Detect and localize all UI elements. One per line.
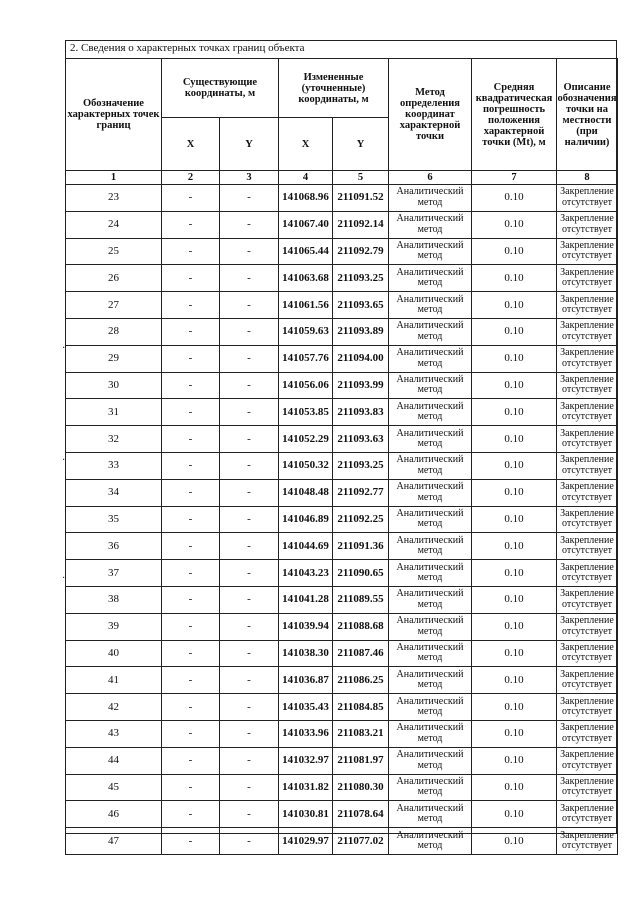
x-coordinate-cell: 141057.76 — [279, 345, 333, 372]
column-number: 4 — [279, 171, 333, 185]
method-cell: Аналитический метод — [389, 399, 472, 426]
y-coordinate-cell: 211091.52 — [333, 185, 389, 212]
existing-y-cell: - — [220, 185, 279, 212]
point-cell: 38 — [66, 586, 162, 613]
existing-y-cell: - — [220, 720, 279, 747]
description-cell: Закрепление отсутствует — [557, 318, 618, 345]
x-coordinate-cell: 141039.94 — [279, 613, 333, 640]
existing-y-cell: - — [220, 292, 279, 319]
x-coordinate-cell: 141044.69 — [279, 533, 333, 560]
existing-y-cell: - — [220, 694, 279, 721]
error-cell: 0.10 — [472, 479, 557, 506]
y-coordinate-cell: 211093.89 — [333, 318, 389, 345]
point-cell: 34 — [66, 479, 162, 506]
table-row — [66, 479, 618, 506]
description-cell: Закрепление отсутствует — [557, 640, 618, 667]
point-cell: 44 — [66, 747, 162, 774]
method-cell: Аналитический метод — [389, 185, 472, 212]
existing-y-cell: - — [220, 399, 279, 426]
column-number: 6 — [389, 171, 472, 185]
point-cell: 32 — [66, 426, 162, 453]
description-cell: Закрепление отсутствует — [557, 560, 618, 587]
x-coordinate-cell: 141050.32 — [279, 452, 333, 479]
header-existing-coordinates: Существующие координаты, м — [162, 59, 279, 118]
column-number-row — [66, 171, 618, 185]
method-cell: Аналитический метод — [389, 801, 472, 828]
y-coordinate-cell: 211088.68 — [333, 613, 389, 640]
margin-mark: · — [62, 455, 66, 466]
table-row — [66, 667, 618, 694]
table-row — [66, 318, 618, 345]
x-coordinate-cell: 141036.87 — [279, 667, 333, 694]
existing-y-cell: - — [220, 318, 279, 345]
y-coordinate-cell: 211092.77 — [333, 479, 389, 506]
error-cell: 0.10 — [472, 345, 557, 372]
header-existing-x: X — [162, 118, 220, 171]
point-cell: 28 — [66, 318, 162, 345]
description-cell: Закрепление отсутствует — [557, 720, 618, 747]
table-row — [66, 265, 618, 292]
method-cell: Аналитический метод — [389, 345, 472, 372]
description-cell: Закрепление отсутствует — [557, 211, 618, 238]
error-cell: 0.10 — [472, 694, 557, 721]
point-cell: 30 — [66, 372, 162, 399]
table-row — [66, 399, 618, 426]
existing-y-cell: - — [220, 747, 279, 774]
column-number: 7 — [472, 171, 557, 185]
column-number: 3 — [220, 171, 279, 185]
x-coordinate-cell: 141046.89 — [279, 506, 333, 533]
description-cell: Закрепление отсутствует — [557, 533, 618, 560]
x-coordinate-cell: 141029.97 — [279, 828, 333, 855]
method-cell: Аналитический метод — [389, 774, 472, 801]
y-coordinate-cell: 211092.25 — [333, 506, 389, 533]
table-row — [66, 828, 618, 855]
table-row — [66, 452, 618, 479]
y-coordinate-cell: 211086.25 — [333, 667, 389, 694]
y-coordinate-cell: 211092.14 — [333, 211, 389, 238]
method-cell: Аналитический метод — [389, 452, 472, 479]
method-cell: Аналитический метод — [389, 372, 472, 399]
y-coordinate-cell: 211081.97 — [333, 747, 389, 774]
y-coordinate-cell: 211093.25 — [333, 265, 389, 292]
table-row — [66, 613, 618, 640]
method-cell: Аналитический метод — [389, 667, 472, 694]
description-cell: Закрепление отсутствует — [557, 613, 618, 640]
error-cell: 0.10 — [472, 318, 557, 345]
error-cell: 0.10 — [472, 586, 557, 613]
error-cell: 0.10 — [472, 265, 557, 292]
method-cell: Аналитический метод — [389, 613, 472, 640]
existing-x-cell: - — [162, 211, 220, 238]
point-cell: 45 — [66, 774, 162, 801]
y-coordinate-cell: 211093.65 — [333, 292, 389, 319]
error-cell: 0.10 — [472, 801, 557, 828]
x-coordinate-cell: 141059.63 — [279, 318, 333, 345]
method-cell: Аналитический метод — [389, 720, 472, 747]
table-row — [66, 586, 618, 613]
existing-y-cell: - — [220, 667, 279, 694]
y-coordinate-cell: 211078.64 — [333, 801, 389, 828]
method-cell: Аналитический метод — [389, 694, 472, 721]
existing-x-cell: - — [162, 533, 220, 560]
existing-y-cell: - — [220, 265, 279, 292]
existing-y-cell: - — [220, 479, 279, 506]
column-number: 1 — [66, 171, 162, 185]
method-cell: Аналитический метод — [389, 318, 472, 345]
y-coordinate-cell: 211077.02 — [333, 828, 389, 855]
table-row — [66, 801, 618, 828]
existing-y-cell: - — [220, 506, 279, 533]
table-row — [66, 292, 618, 319]
existing-y-cell: - — [220, 372, 279, 399]
error-cell: 0.10 — [472, 613, 557, 640]
header-method: Метод определения координат характерной точки — [389, 59, 472, 171]
existing-x-cell: - — [162, 292, 220, 319]
existing-x-cell: - — [162, 399, 220, 426]
method-cell: Аналитический метод — [389, 586, 472, 613]
existing-y-cell: - — [220, 640, 279, 667]
error-cell: 0.10 — [472, 533, 557, 560]
y-coordinate-cell: 211093.63 — [333, 426, 389, 453]
header-changed-coordinates: Измененные (уточненные) координаты, м — [279, 59, 389, 118]
existing-x-cell: - — [162, 828, 220, 855]
existing-x-cell: - — [162, 694, 220, 721]
existing-y-cell: - — [220, 774, 279, 801]
existing-y-cell: - — [220, 801, 279, 828]
description-cell: Закрепление отсутствует — [557, 185, 618, 212]
existing-y-cell: - — [220, 828, 279, 855]
y-coordinate-cell: 211090.65 — [333, 560, 389, 587]
existing-x-cell: - — [162, 801, 220, 828]
point-cell: 31 — [66, 399, 162, 426]
description-cell: Закрепление отсутствует — [557, 747, 618, 774]
table-row — [66, 372, 618, 399]
y-coordinate-cell: 211089.55 — [333, 586, 389, 613]
existing-x-cell: - — [162, 345, 220, 372]
x-coordinate-cell: 141061.56 — [279, 292, 333, 319]
description-cell: Закрепление отсутствует — [557, 292, 618, 319]
error-cell: 0.10 — [472, 560, 557, 587]
table-row — [66, 640, 618, 667]
column-number: 8 — [557, 171, 618, 185]
point-cell: 39 — [66, 613, 162, 640]
point-cell: 40 — [66, 640, 162, 667]
description-cell: Закрепление отсутствует — [557, 586, 618, 613]
existing-x-cell: - — [162, 613, 220, 640]
error-cell: 0.10 — [472, 828, 557, 855]
x-coordinate-cell: 141035.43 — [279, 694, 333, 721]
x-coordinate-cell: 141063.68 — [279, 265, 333, 292]
point-cell: 26 — [66, 265, 162, 292]
y-coordinate-cell: 211083.21 — [333, 720, 389, 747]
header-description: Описание обозначения точки на местности (при наличии) — [557, 59, 618, 171]
table-row — [66, 238, 618, 265]
existing-y-cell: - — [220, 426, 279, 453]
method-cell: Аналитический метод — [389, 426, 472, 453]
error-cell: 0.10 — [472, 372, 557, 399]
existing-y-cell: - — [220, 613, 279, 640]
method-cell: Аналитический метод — [389, 533, 472, 560]
y-coordinate-cell: 211094.00 — [333, 345, 389, 372]
header-existing-y: Y — [220, 118, 279, 171]
error-cell: 0.10 — [472, 506, 557, 533]
method-cell: Аналитический метод — [389, 265, 472, 292]
section-title: 2. Сведения о характерных точках границ объекта — [70, 42, 305, 54]
error-cell: 0.10 — [472, 640, 557, 667]
table-row — [66, 560, 618, 587]
table-row — [66, 720, 618, 747]
x-coordinate-cell: 141033.96 — [279, 720, 333, 747]
x-coordinate-cell: 141032.97 — [279, 747, 333, 774]
method-cell: Аналитический метод — [389, 560, 472, 587]
error-cell: 0.10 — [472, 667, 557, 694]
existing-x-cell: - — [162, 372, 220, 399]
boundary-points-table — [65, 58, 618, 855]
existing-x-cell: - — [162, 265, 220, 292]
error-cell: 0.10 — [472, 185, 557, 212]
description-cell: Закрепление отсутствует — [557, 667, 618, 694]
method-cell: Аналитический метод — [389, 747, 472, 774]
existing-y-cell: - — [220, 345, 279, 372]
existing-x-cell: - — [162, 238, 220, 265]
table-row — [66, 211, 618, 238]
point-cell: 46 — [66, 801, 162, 828]
header-changed-x: X — [279, 118, 333, 171]
table-row — [66, 345, 618, 372]
point-cell: 23 — [66, 185, 162, 212]
method-cell: Аналитический метод — [389, 640, 472, 667]
existing-y-cell: - — [220, 586, 279, 613]
description-cell: Закрепление отсутствует — [557, 452, 618, 479]
description-cell: Закрепление отсутствует — [557, 479, 618, 506]
existing-x-cell: - — [162, 774, 220, 801]
existing-x-cell: - — [162, 318, 220, 345]
description-cell: Закрепление отсутствует — [557, 399, 618, 426]
table-row — [66, 506, 618, 533]
table-row — [66, 533, 618, 560]
x-coordinate-cell: 141056.06 — [279, 372, 333, 399]
error-cell: 0.10 — [472, 774, 557, 801]
point-cell: 29 — [66, 345, 162, 372]
error-cell: 0.10 — [472, 452, 557, 479]
method-cell: Аналитический метод — [389, 479, 472, 506]
description-cell: Закрепление отсутствует — [557, 426, 618, 453]
header-point: Обозначение характерных точек границ — [66, 59, 162, 171]
point-cell: 41 — [66, 667, 162, 694]
table-row — [66, 747, 618, 774]
existing-x-cell: - — [162, 426, 220, 453]
x-coordinate-cell: 141038.30 — [279, 640, 333, 667]
table-row — [66, 774, 618, 801]
method-cell: Аналитический метод — [389, 828, 472, 855]
existing-y-cell: - — [220, 452, 279, 479]
error-cell: 0.10 — [472, 211, 557, 238]
table-row — [66, 185, 618, 212]
description-cell: Закрепление отсутствует — [557, 694, 618, 721]
existing-y-cell: - — [220, 560, 279, 587]
error-cell: 0.10 — [472, 238, 557, 265]
x-coordinate-cell: 141031.82 — [279, 774, 333, 801]
table-row — [66, 426, 618, 453]
existing-x-cell: - — [162, 586, 220, 613]
description-cell: Закрепление отсутствует — [557, 238, 618, 265]
description-cell: Закрепление отсутствует — [557, 265, 618, 292]
table-row — [66, 694, 618, 721]
header-changed-y: Y — [333, 118, 389, 171]
y-coordinate-cell: 211091.36 — [333, 533, 389, 560]
header-error: Средняя квадратическая погрешность положения характерной точки (Mt), м — [472, 59, 557, 171]
y-coordinate-cell: 211092.79 — [333, 238, 389, 265]
error-cell: 0.10 — [472, 292, 557, 319]
point-cell: 43 — [66, 720, 162, 747]
existing-x-cell: - — [162, 720, 220, 747]
column-number: 2 — [162, 171, 220, 185]
header-row — [66, 59, 618, 118]
point-cell: 42 — [66, 694, 162, 721]
y-coordinate-cell: 211093.99 — [333, 372, 389, 399]
y-coordinate-cell: 211093.83 — [333, 399, 389, 426]
point-cell: 27 — [66, 292, 162, 319]
existing-x-cell: - — [162, 560, 220, 587]
column-number: 5 — [333, 171, 389, 185]
y-coordinate-cell: 211087.46 — [333, 640, 389, 667]
x-coordinate-cell: 141052.29 — [279, 426, 333, 453]
point-cell: 35 — [66, 506, 162, 533]
point-cell: 33 — [66, 452, 162, 479]
margin-mark: · — [62, 573, 66, 584]
method-cell: Аналитический метод — [389, 238, 472, 265]
x-coordinate-cell: 141065.44 — [279, 238, 333, 265]
y-coordinate-cell: 211080.30 — [333, 774, 389, 801]
description-cell: Закрепление отсутствует — [557, 345, 618, 372]
x-coordinate-cell: 141030.81 — [279, 801, 333, 828]
existing-x-cell: - — [162, 747, 220, 774]
point-cell: 36 — [66, 533, 162, 560]
y-coordinate-cell: 211084.85 — [333, 694, 389, 721]
description-cell: Закрепление отсутствует — [557, 828, 618, 855]
existing-y-cell: - — [220, 211, 279, 238]
existing-x-cell: - — [162, 667, 220, 694]
existing-x-cell: - — [162, 452, 220, 479]
description-cell: Закрепление отсутствует — [557, 774, 618, 801]
existing-x-cell: - — [162, 506, 220, 533]
existing-x-cell: - — [162, 479, 220, 506]
method-cell: Аналитический метод — [389, 211, 472, 238]
x-coordinate-cell: 141048.48 — [279, 479, 333, 506]
error-cell: 0.10 — [472, 747, 557, 774]
x-coordinate-cell: 141067.40 — [279, 211, 333, 238]
point-cell: 47 — [66, 828, 162, 855]
error-cell: 0.10 — [472, 399, 557, 426]
description-cell: Закрепление отсутствует — [557, 506, 618, 533]
description-cell: Закрепление отсутствует — [557, 801, 618, 828]
point-cell: 25 — [66, 238, 162, 265]
x-coordinate-cell: 141053.85 — [279, 399, 333, 426]
existing-x-cell: - — [162, 640, 220, 667]
error-cell: 0.10 — [472, 720, 557, 747]
margin-mark: · — [62, 343, 66, 354]
method-cell: Аналитический метод — [389, 292, 472, 319]
description-cell: Закрепление отсутствует — [557, 372, 618, 399]
existing-y-cell: - — [220, 533, 279, 560]
x-coordinate-cell: 141043.23 — [279, 560, 333, 587]
point-cell: 37 — [66, 560, 162, 587]
x-coordinate-cell: 141041.28 — [279, 586, 333, 613]
y-coordinate-cell: 211093.25 — [333, 452, 389, 479]
existing-y-cell: - — [220, 238, 279, 265]
error-cell: 0.10 — [472, 426, 557, 453]
method-cell: Аналитический метод — [389, 506, 472, 533]
point-cell: 24 — [66, 211, 162, 238]
x-coordinate-cell: 141068.96 — [279, 185, 333, 212]
existing-x-cell: - — [162, 185, 220, 212]
